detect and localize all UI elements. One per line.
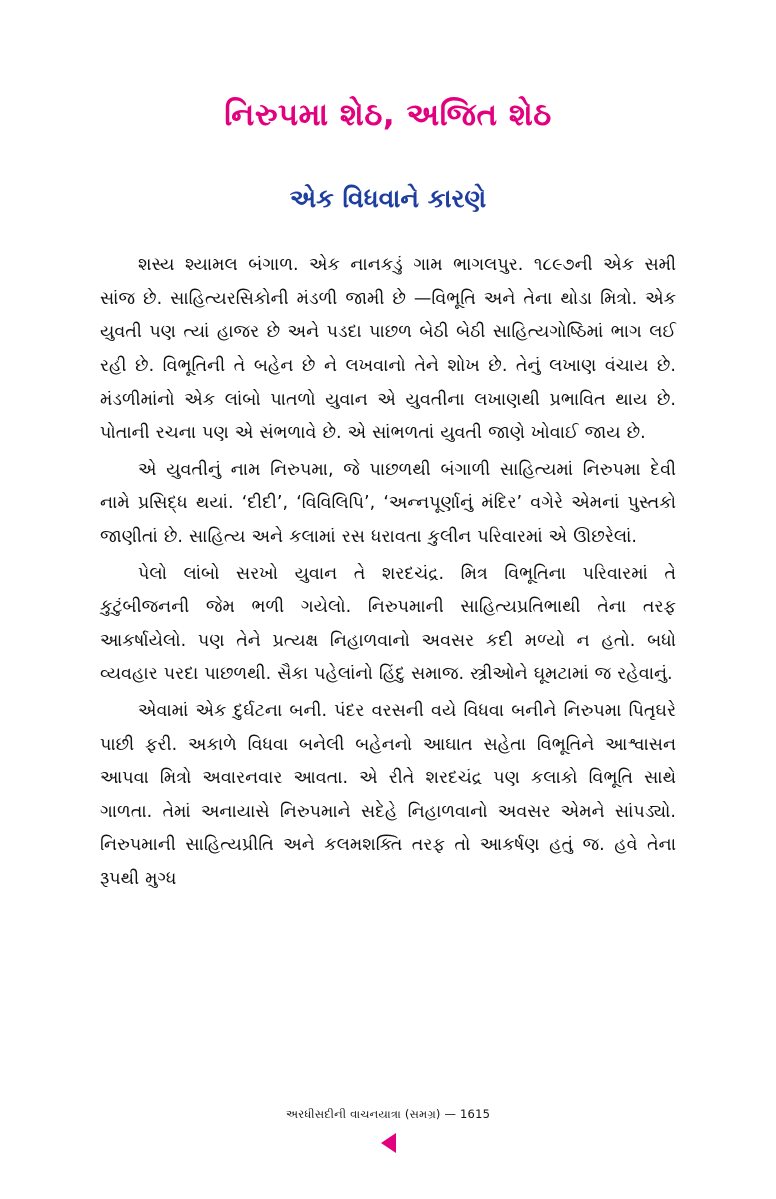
footer-text: અરધીસદીની વાચનયાત્રા (સમગ્ર) — 1615 (285, 1107, 491, 1121)
previous-page-button[interactable] (0, 1133, 776, 1153)
page-footer (0, 1105, 776, 1123)
author-heading: નિરુપમા શેઠ, અજિત શેઠ (224, 97, 552, 133)
paragraph: શસ્ય શ્યામલ બંગાળ. એક નાનકડું ગામ ભાગલપુર. ૧૮૯૭ની એક સમી સાંજ છે. સાહિત્યરસિકોની મંડળી જામી છે —વિભૂતિ અને તેના થોડા મિત્રો. એક યુવતી પણ ત્યાં હાજર છે અને પડદા પાછળ બેઠી બેઠી સાહિત્યગોષ્ઠિમાં ભાગ લઈ રહી છે. વિભૂતિની તે બહેન છે ને લખવાનો તેને શોખ છે. તેનું લખાણ વંચાય છે. મંડળીમાંનો એક લાંબો પાતળો યુવાન એ યુવતીના લખાણથી પ્રભાવિત થાય છે. પોતાની રચના પણ એ સંભળાવે છે. એ સાંભળતાં યુવતી જાણે ખોવાઈ જાય છે. (100, 255, 676, 444)
paragraph: એવામાં એક દુર્ઘટના બની. પંદર વરસની વયે વિધવા બનીને નિરુપમા પિતૃઘરે પાછી ફરી. અકાળે વિધવા બનેલી બહેનનો આઘાત સહેતા વિભૂતિને આશ્વાસન આપવા મિત્રો અવારનવાર આવતા. એ રીતે શરદચંદ્ર પણ કલાકો વિભૂતિ સાથે ગાળતા. તેમાં અનાયાસે નિરુપમાને સદેહે નિહાળવાનો અવસર એમને સાંપડ્યો. નિરુપમાની સાહિત્યપ્રીતિ અને કલમશક્તિ તરફ તો આકર્ષણ હતું જ. હવે તેના રૂપથી મુગ્ધ (100, 700, 676, 889)
triangle-left-icon[interactable] (381, 1133, 396, 1153)
paragraph: એ યુવતીનું નામ નિરુપમા, જે પાછળથી બંગાળી સાહિત્યમાં નિરુપમા દેવી નામે પ્રસિદ્ધ થયાં. ‘દીદી’, ‘વિવિલિપિ’, ‘અન્નપૂર્ણાનું મંદિર’ વગેરે એમનાં પુસ્તકો જાણીતાં છે. સાહિત્ય અને કલામાં રસ ધરાવતા કુલીન પરિવારમાં એ ઊછરેલાં. (100, 459, 676, 547)
paragraph: પેલો લાંબો સરખો યુવાન તે શરદચંદ્ર. મિત્ર વિભૂતિના પરિવારમાં તે કુટુંબીજનની જેમ ભળી ગયેલો. નિરુપમાની સાહિત્યપ્રતિભાથી તેના તરફ આકર્ષાયેલો. પણ તેને પ્રત્યક્ષ નિહાળવાનો અવસર કદી મળ્યો ન હતો. બધો વ્યવહાર પરદા પાછળથી. સૈકા પહેલાંનો હિંદુ સમાજ. સ્ત્રીઓને ઘૂમટામાં જ રહેવાનું. (100, 563, 676, 685)
body-text (100, 249, 676, 896)
chapter-heading: એક વિધવાને કારણે (289, 183, 487, 213)
